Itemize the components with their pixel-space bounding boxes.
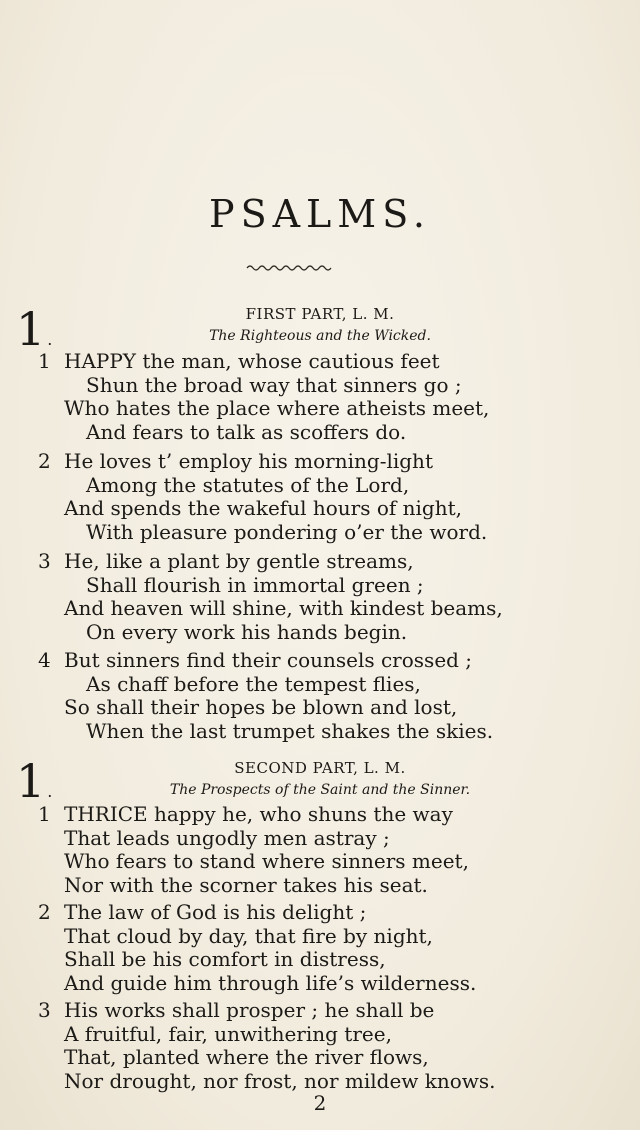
ornament-divider — [245, 262, 333, 274]
stanza — [38, 550, 628, 644]
verse-line: And heaven will shine, with kindest beams, — [64, 596, 503, 620]
stanza — [38, 649, 628, 743]
verse-line: The law of God is his delight ; — [64, 900, 367, 924]
verse-line: But sinners find their counsels crossed ; — [64, 648, 473, 672]
verse-line: Who fears to stand where sinners meet, — [64, 849, 469, 873]
verse-line: As chaff before the tempest flies, — [86, 671, 421, 696]
stanza-number: 3 — [38, 549, 51, 573]
stanza-number: 2 — [38, 449, 51, 473]
verse-line: Among the statutes of the Lord, — [86, 472, 410, 497]
verse-line: Shall flourish in immortal green ; — [86, 572, 424, 597]
verse-line: And fears to talk as scoffers do. — [86, 419, 407, 444]
stanza-number: 2 — [38, 900, 51, 924]
verse-line: And guide him through life’s wilderness. — [64, 970, 477, 995]
verse-line: His works shall prosper ; he shall be — [64, 998, 435, 1022]
verse-line: He loves t’ employ his morning-light — [64, 449, 433, 473]
stanza-number: 1 — [38, 349, 51, 373]
verse-line: Who hates the place where atheists meet, — [64, 396, 490, 420]
stanza — [38, 450, 628, 544]
stanza — [38, 901, 628, 995]
verse-line: He, like a plant by gentle streams, — [64, 549, 414, 573]
verse-line: That cloud by day, that fire by night, — [64, 923, 433, 948]
verse-line: Shall be his comfort in distress, — [64, 947, 386, 971]
verse-line: That leads ungodly men astray ; — [64, 825, 390, 850]
stanza — [38, 803, 628, 897]
page-number: 2 — [313, 1091, 327, 1115]
verse-line: That, planted where the river flows, — [64, 1045, 429, 1069]
part-subtitle: The Righteous and the Wicked. — [209, 328, 431, 344]
verse-line: HAPPY the man, whose cautious feet — [64, 349, 440, 373]
psalm-number: 1 . — [16, 754, 53, 808]
verse-line: So shall their hopes be blown and lost, — [64, 695, 458, 719]
stanza — [38, 999, 628, 1093]
stanza-number: 1 — [38, 802, 51, 826]
part-subtitle: The Prospects of the Saint and the Sinner. — [169, 782, 471, 798]
verse-line: Shun the broad way that sinners go ; — [86, 372, 462, 397]
verse-line: Nor drought, nor frost, nor mildew knows. — [64, 1068, 496, 1093]
stanza — [38, 350, 628, 444]
verse-line: THRICE happy he, who shuns the way — [64, 802, 453, 826]
verse-line: On every work his hands begin. — [86, 619, 408, 644]
page-title: PSALMS. — [209, 192, 431, 236]
part-heading: FIRST PART, L. M. — [245, 305, 395, 323]
part-heading: SECOND PART, L. M. — [234, 759, 406, 777]
verse-line: With pleasure pondering o’er the word. — [86, 519, 488, 544]
verse-line: When the last trumpet shakes the skies. — [86, 718, 494, 743]
stanza-number: 4 — [38, 648, 51, 672]
stanza-number: 3 — [38, 998, 51, 1022]
verse-line: Nor with the scorner takes his seat. — [64, 872, 428, 897]
verse-line: A fruitful, fair, unwithering tree, — [64, 1021, 392, 1046]
psalm-number: 1 . — [16, 302, 53, 356]
verse-line: And spends the wakeful hours of night, — [64, 496, 462, 520]
